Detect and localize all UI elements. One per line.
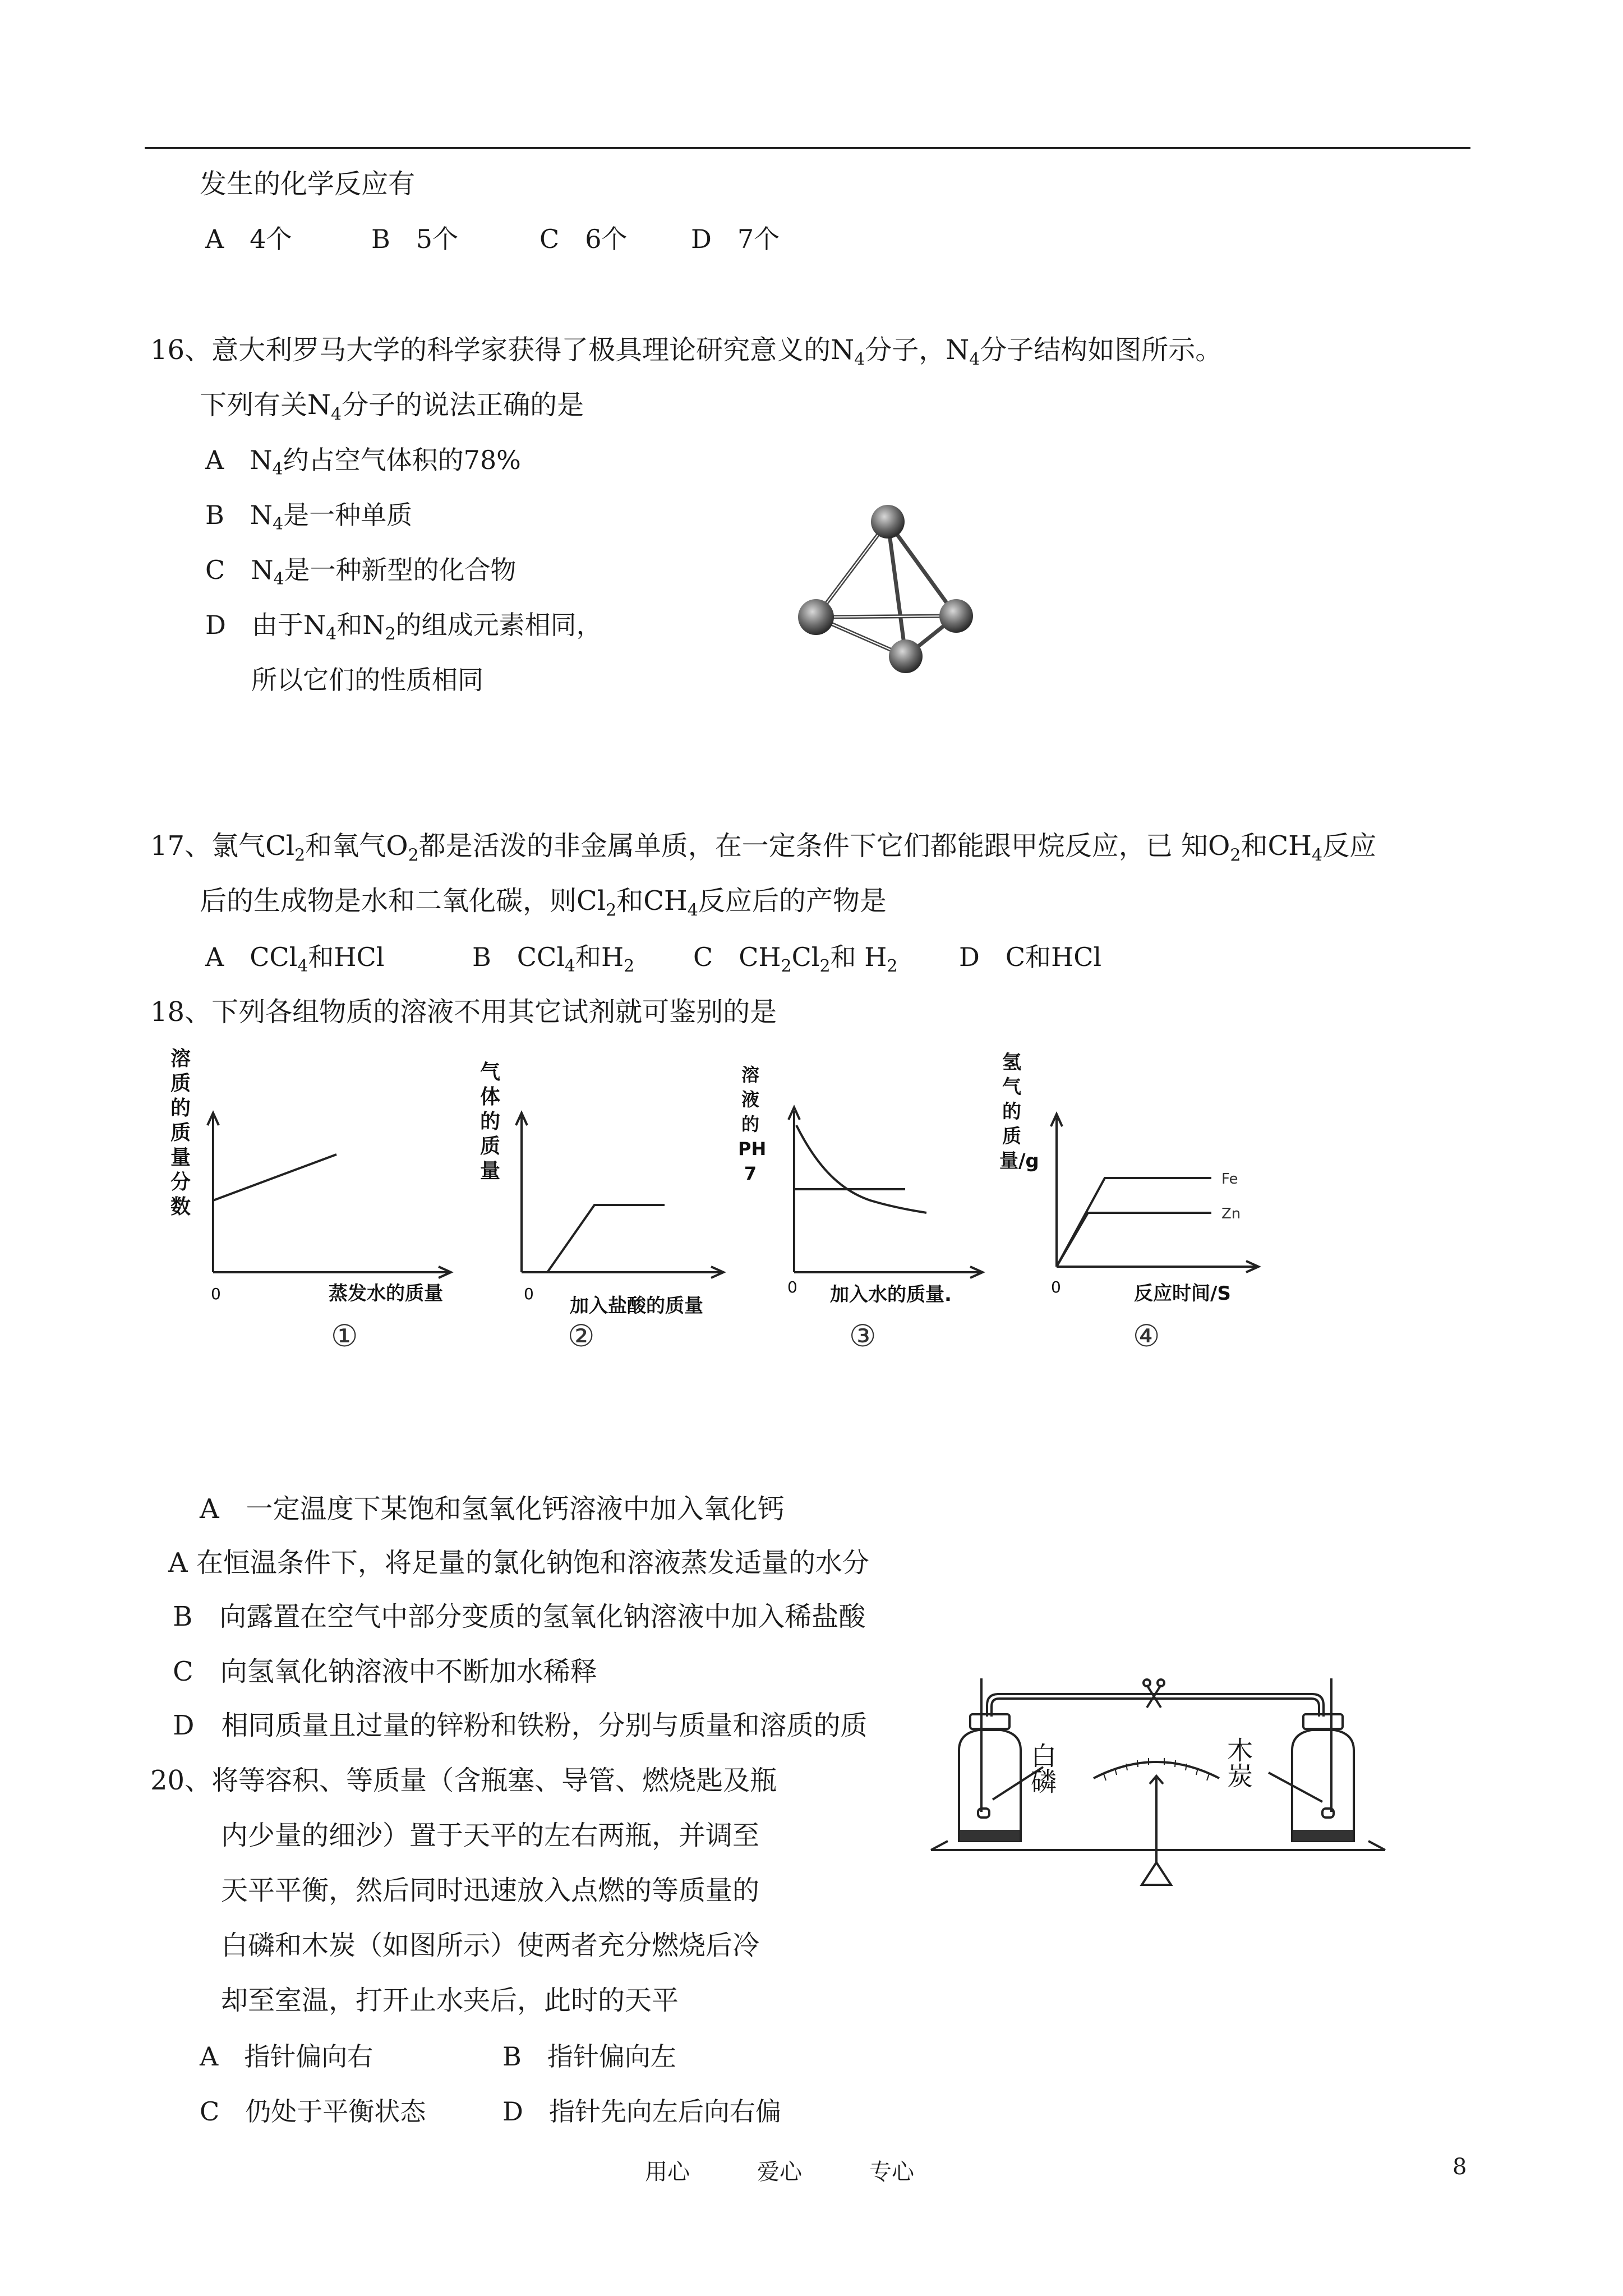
graph3-number: ③ bbox=[849, 1318, 877, 1354]
q18-text: 18、下列各组物质的溶液不用其它试剂就可鉴别的是 bbox=[150, 996, 777, 1028]
q20-line5: 却至室温，打开止水夹后，此时的天平 bbox=[221, 1985, 679, 2016]
graph1-number: ① bbox=[331, 1318, 358, 1354]
graph4-fe-line bbox=[1057, 1178, 1211, 1267]
q15-option-b: B 5个 bbox=[371, 224, 459, 254]
graph1-plot bbox=[196, 1105, 460, 1285]
n4-atom bbox=[871, 505, 905, 539]
q16-option-a: A $N_4$约占空气体积的78% bbox=[205, 445, 521, 480]
footer-item-2: 爱心 bbox=[757, 2159, 802, 2185]
q19-item-4: C 向氢氧化钠溶液中不断加水稀释 bbox=[173, 1656, 597, 1687]
graph4-number: ④ bbox=[1133, 1318, 1160, 1354]
page-number: 8 bbox=[1453, 2154, 1467, 2180]
graph4-plot bbox=[1038, 1105, 1262, 1273]
n4-atom bbox=[798, 599, 834, 635]
footer-item-3: 专心 bbox=[869, 2159, 914, 2185]
label-charcoal: 木炭 bbox=[1223, 1737, 1253, 1788]
sand-left bbox=[960, 1830, 1020, 1841]
graph3-curve bbox=[796, 1125, 926, 1213]
q19-item-3: B 向露置在空气中部分变质的氢氧化钠溶液中加入稀盐酸 bbox=[173, 1601, 866, 1632]
q16-option-c: C $N_4$是一种新型的化合物 bbox=[205, 555, 517, 590]
graph3-xlabel: 加入水的质量. bbox=[830, 1283, 952, 1306]
graph2-xlabel: 加入盐酸的质量 bbox=[570, 1295, 703, 1317]
graph2-ylabel: 气体的质量 bbox=[479, 1061, 500, 1182]
q17-line2: 后的生成物是水和二氧化碳，则$Cl_2$和$CH_4$反应后的产物是 bbox=[200, 885, 887, 921]
q17-line1: 17、氯气$Cl_2$和氧气$O_2$都是活泼的非金属单质，在一定条件下它们都能跟甲烷反应，已 知$O_2$和$CH_4$反应 bbox=[150, 830, 1377, 866]
sand-right bbox=[1293, 1830, 1353, 1841]
q16-line1: 16、意大利罗马大学的科学家获得了极具理论研究意义的$N_4$分子，$N_4$分子结构如图所示。 bbox=[150, 334, 1223, 370]
q15-option-c: C 6个 bbox=[540, 224, 628, 254]
graph2-number: ② bbox=[568, 1318, 595, 1354]
q20-option-c: C 仍处于平衡状态 bbox=[200, 2096, 426, 2127]
label-white-phosphorus: 白磷 bbox=[1027, 1742, 1057, 1794]
q20-line3: 天平平衡，然后同时迅速放入点燃的等质量的 bbox=[221, 1875, 760, 1906]
graph4-zn-line bbox=[1057, 1213, 1211, 1267]
balance-apparatus-diagram bbox=[925, 1672, 1402, 1896]
q15-tail-text: 发生的化学反应有 bbox=[200, 168, 416, 200]
q19-item-2: A 在恒温条件下，将足量的氯化钠饱和溶液蒸发适量的水分 bbox=[168, 1547, 869, 1579]
graph4-zn-label: Zn bbox=[1221, 1205, 1241, 1222]
n4-atom bbox=[939, 599, 973, 633]
q19-item-5: D 相同质量且过量的锌粉和铁粉，分别与质量和溶质的质 bbox=[173, 1710, 868, 1741]
graph4-xlabel: 反应时间/S bbox=[1134, 1282, 1231, 1305]
q20-line1: 20、将等容积、等质量（含瓶塞、导管、燃烧匙及瓶 bbox=[150, 1765, 777, 1796]
q19-item-1: A 一定温度下某饱和氢氧化钙溶液中加入氧化钙 bbox=[200, 1493, 785, 1525]
graph2-plot bbox=[505, 1105, 729, 1285]
q17-option-a: A CCl$_4$和HCl bbox=[205, 942, 385, 977]
q15-option-d: D 7个 bbox=[691, 224, 780, 254]
q16-option-b: B $N_4$是一种单质 bbox=[205, 500, 413, 535]
graph2-origin: 0 bbox=[524, 1285, 534, 1303]
q16-option-d: D 由于$N_4$和$N_2$的组成元素相同， bbox=[205, 610, 602, 645]
footer-item-1: 用心 bbox=[645, 2159, 690, 2185]
graph4-origin: 0 bbox=[1051, 1278, 1061, 1296]
graph1-line bbox=[213, 1154, 336, 1200]
q20-option-b: B 指针偏向左 bbox=[502, 2041, 676, 2072]
graph1-ylabel: 溶质的质量分数 bbox=[170, 1047, 191, 1218]
q20-line2: 内少量的细沙）置于天平的左右两瓶，并调至 bbox=[221, 1820, 760, 1851]
q16-option-d-cont: 所以它们的性质相同 bbox=[251, 665, 483, 695]
n4-atom bbox=[889, 639, 923, 673]
graph3-plot bbox=[775, 1099, 988, 1285]
graph4-ylabel: 氢气的质量/g bbox=[999, 1051, 1039, 1172]
graph3-ylabel: 溶液的PH 7 bbox=[738, 1064, 767, 1184]
graph3-origin: 0 bbox=[787, 1278, 797, 1296]
graph1-xlabel: 蒸发水的质量 bbox=[329, 1282, 443, 1305]
q17-option-d: D C和HCl bbox=[959, 942, 1102, 972]
q15-option-a: A 4个 bbox=[205, 224, 292, 254]
graph4-fe-label: Fe bbox=[1221, 1171, 1238, 1188]
q20-line4: 白磷和木炭（如图所示）使两者充分燃烧后冷 bbox=[221, 1930, 760, 1961]
q17-option-c: C $CH_2Cl_2$和 $H_2$ bbox=[693, 942, 898, 977]
q20-option-a: A 指针偏向右 bbox=[200, 2041, 374, 2072]
q17-option-b: B CCl$_4$和$H_2$ bbox=[472, 942, 635, 977]
n4-molecule-diagram bbox=[780, 494, 993, 684]
header-rule bbox=[145, 147, 1470, 149]
graph1-origin: 0 bbox=[211, 1285, 221, 1303]
graph2-line bbox=[547, 1205, 665, 1272]
q20-option-d: D 指针先向左后向右偏 bbox=[502, 2096, 781, 2127]
q16-line2: 下列有关$N_4$分子的说法正确的是 bbox=[200, 389, 584, 425]
